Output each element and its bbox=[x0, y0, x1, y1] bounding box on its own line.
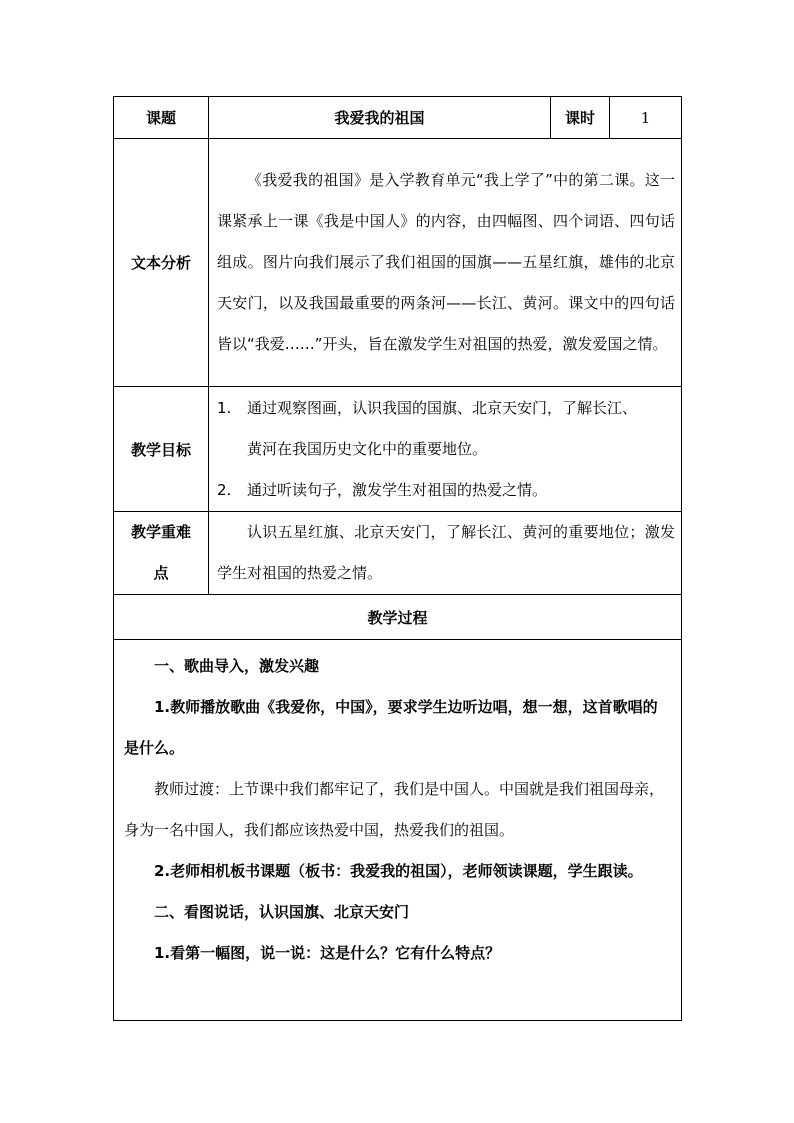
lesson-title: 我爱我的祖国 bbox=[209, 97, 551, 139]
hours-label: 课时 bbox=[551, 97, 610, 139]
objective-text: 通过观察图画，认识我国的国旗、北京天安门，了解长江、 bbox=[247, 398, 638, 417]
process-paragraph: 二、看图说话，认识国旗、北京天安门 bbox=[154, 903, 410, 921]
text-analysis-content: 《我爱我的祖国》是入学教育单元“我上学了”中的第二课。这一课紧承上一课《我是中国人》的内容，由四幅图、四个词语、四句话组成。图片向我们展示了我们祖国的国旗——五星红旗，雄伟的北京天安门，以及我国最重要的两条河——长江、黄河。课文中的四句话皆以“我爱……”开头，旨在激发学生对祖国的热爱，激发爱国之情。 bbox=[217, 171, 675, 353]
process-heading-row bbox=[114, 595, 682, 640]
objective-number: 1. bbox=[217, 398, 232, 417]
key-points-row bbox=[114, 512, 682, 595]
topic-label: 课题 bbox=[114, 97, 209, 139]
objectives-label: 教学目标 bbox=[114, 387, 209, 512]
process-paragraph: 1.教师播放歌曲《我爱你，中国》，要求学生边听边唱，想一想，这首歌唱的是什么。 bbox=[124, 698, 658, 757]
process-paragraph: 一、歌曲导入，激发兴趣 bbox=[154, 657, 320, 675]
objective-number: 2. bbox=[217, 480, 232, 499]
process-paragraph: 2.老师相机板书课题（板书：我爱我的祖国），老师领读课题，学生跟读。 bbox=[154, 862, 643, 880]
hours-value: 1 bbox=[610, 97, 682, 139]
process-body bbox=[114, 640, 682, 1021]
key-points-label-line: 点 bbox=[153, 564, 169, 582]
key-points-label-line: 教学重难 bbox=[130, 523, 191, 541]
objectives-cell bbox=[209, 387, 682, 512]
text-analysis-row bbox=[114, 139, 682, 387]
key-points-label bbox=[114, 512, 209, 595]
process-paragraph: 教师过渡：上节课中我们都牢记了，我们是中国人。中国就是我们祖国母亲，身为一名中国人，我们都应该热爱中国，热爱我们的祖国。 bbox=[124, 780, 665, 839]
lesson-plan-table bbox=[113, 96, 682, 1021]
process-body-row bbox=[114, 640, 682, 1021]
key-points-content: 认识五星红旗、北京天安门，了解长江、黄河的重要地位；激发学生对祖国的热爱之情。 bbox=[217, 523, 675, 582]
objective-text: 通过听读句子，激发学生对祖国的热爱之情。 bbox=[247, 480, 548, 499]
text-analysis-cell bbox=[209, 139, 682, 387]
header-row bbox=[114, 97, 682, 139]
key-points-cell bbox=[209, 512, 682, 595]
objective-text-continued: 黄河在我国历史文化中的重要地位。 bbox=[247, 439, 488, 458]
process-heading: 教学过程 bbox=[114, 595, 682, 640]
objective-item bbox=[209, 388, 681, 429]
process-paragraph: 1.看第一幅图，说一说：这是什么？它有什么特点？ bbox=[154, 944, 501, 962]
objectives-row bbox=[114, 387, 682, 512]
objective-item bbox=[209, 470, 681, 511]
text-analysis-label: 文本分析 bbox=[114, 139, 209, 387]
process-content bbox=[114, 640, 681, 978]
